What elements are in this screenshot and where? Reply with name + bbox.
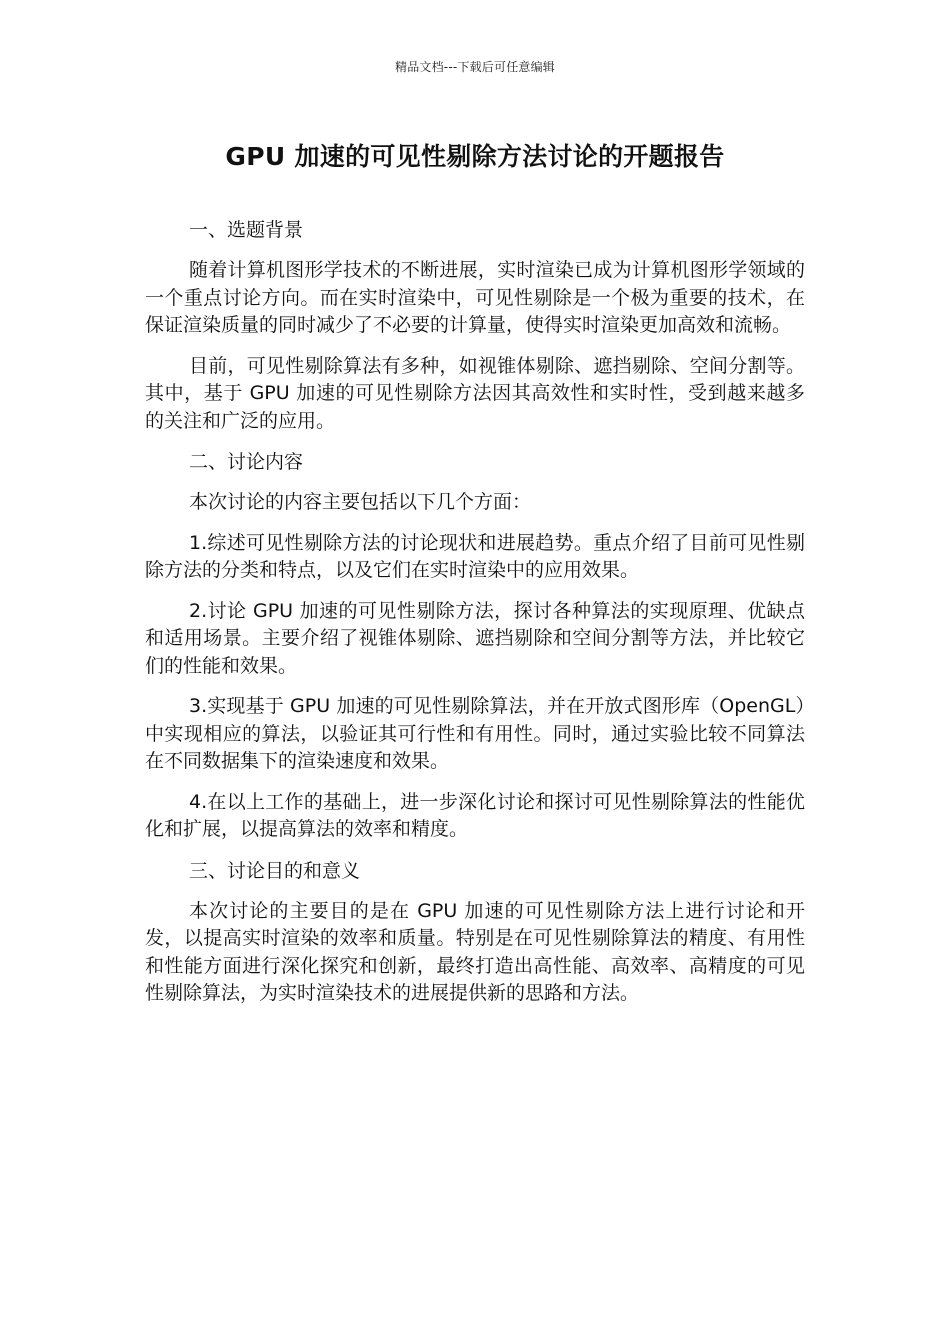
document-body — [145, 216, 805, 1021]
document-title: GPU 加速的可见性剔除方法讨论的开题报告 — [225, 142, 725, 171]
paragraph: 目前，可见性剔除算法有多种，如视锥体剔除、遮挡剔除、空间分割等。其中，基于 GPU 加速的可见性剔除方法因其高效性和实时性，受到越来越多的关注和广泛的应用。 — [145, 354, 805, 432]
paragraph: 本次讨论的内容主要包括以下几个方面： — [189, 491, 532, 513]
section-purpose-significance — [145, 857, 805, 1008]
section-heading: 二、讨论内容 — [189, 451, 304, 473]
list-item: 2.讨论 GPU 加速的可见性剔除方法，探讨各种算法的实现原理、优缺点和适用场景。主要介绍了视锥体剔除、遮挡剔除和空间分割等方法，并比较它们的性能和效果。 — [145, 599, 805, 677]
paragraph: 本次讨论的主要目的是在 GPU 加速的可见性剔除方法上进行讨论和开发，以提高实时渲染的效率和质量。特别是在可见性剔除算法的精度、有用性和性能方面进行深化探究和创新，最终打造出高性能、高效率、高精度的可见性剔除算法，为实时渲染技术的进展提供新的思路和方法。 — [145, 899, 805, 1004]
header-note: 精品文档---下载后可任意编辑 — [395, 60, 555, 74]
section-background — [145, 216, 805, 435]
list-item: 3.实现基于 GPU 加速的可见性剔除算法，并在开放式图形库（OpenGL）中实现相应的算法，以验证其可行性和有用性。同时，通过实验比较不同算法在不同数据集下的渲染速度和效果。 — [145, 695, 805, 772]
paragraph: 随着计算机图形学技术的不断进展，实时渲染已成为计算机图形学领域的一个重点讨论方向。而在实时渲染中，可见性剔除是一个极为重要的技术，在保证渲染质量的同时减少了不必要的计算量，使得实时渲染更加高效和流畅。 — [145, 259, 805, 336]
section-heading: 一、选题背景 — [189, 219, 304, 241]
section-heading: 三、讨论目的和意义 — [189, 859, 361, 882]
list-item: 1.综述可见性剔除方法的讨论现状和进展趋势。重点介绍了目前可见性剔除方法的分类和特点，以及它们在实时渲染中的应用效果。 — [145, 531, 805, 581]
section-research-content — [145, 448, 805, 844]
list-item: 4.在以上工作的基础上，进一步深化讨论和探讨可见性剔除算法的性能优化和扩展，以提高算法的效率和精度。 — [145, 790, 805, 840]
